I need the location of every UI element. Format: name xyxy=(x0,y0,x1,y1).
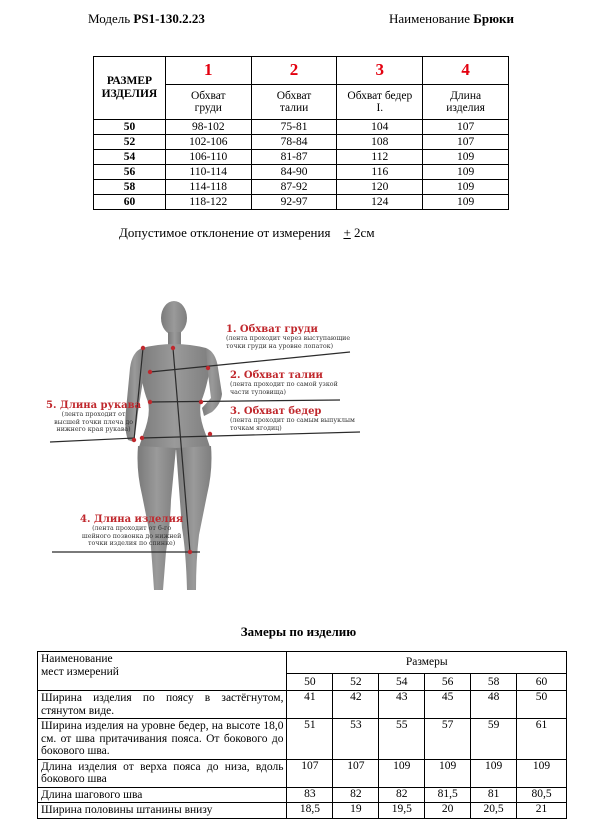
size-cell: 109 xyxy=(423,150,509,165)
measurement-row xyxy=(38,759,567,787)
measurement-value: 61 xyxy=(517,719,567,760)
measurement-value: 20,5 xyxy=(471,803,517,819)
size-value: 56 xyxy=(94,165,166,180)
size-header-cell: 56 xyxy=(425,673,471,690)
size-row xyxy=(94,150,509,165)
measurement-value: 48 xyxy=(471,691,517,719)
size-row xyxy=(94,180,509,195)
size-cell: 108 xyxy=(337,135,423,150)
size-header-cell: 58 xyxy=(471,673,517,690)
column-number: 4 xyxy=(423,57,509,85)
measurement-row xyxy=(38,691,567,719)
size-row xyxy=(94,165,509,180)
size-cell: 116 xyxy=(337,165,423,180)
tolerance-note xyxy=(119,225,375,241)
size-header-cell: 54 xyxy=(379,673,425,690)
size-cell: 87-92 xyxy=(251,180,337,195)
model-line xyxy=(88,11,205,27)
size-table-body xyxy=(94,120,509,210)
measurement-value: 109 xyxy=(471,759,517,787)
column-header-waist: Обхват талии xyxy=(251,85,337,120)
size-row xyxy=(94,195,509,210)
size-value: 54 xyxy=(94,150,166,165)
size-table-corner-header: РАЗМЕР ИЗДЕЛИЯ xyxy=(94,57,166,120)
tolerance-value: 2см xyxy=(354,225,375,240)
name-value: Брюки xyxy=(473,11,514,26)
measurement-value: 83 xyxy=(287,787,333,803)
measurement-row xyxy=(38,719,567,760)
annotation-waist: 2. Обхват талии (лента проходит по самой узкой части туловища) xyxy=(230,370,338,396)
column-header-chest: Обхват груди xyxy=(165,85,251,120)
size-cell: 107 xyxy=(423,135,509,150)
size-table-number-row xyxy=(94,57,509,85)
measurements-header-row xyxy=(38,652,567,674)
size-cell: 118-122 xyxy=(165,195,251,210)
name-label: Наименование xyxy=(389,11,470,26)
size-cell: 98-102 xyxy=(165,120,251,135)
size-row xyxy=(94,135,509,150)
column-number: 1 xyxy=(165,57,251,85)
measurement-value: 81 xyxy=(471,787,517,803)
column-number: 2 xyxy=(251,57,337,85)
size-cell: 112 xyxy=(337,150,423,165)
size-value: 58 xyxy=(94,180,166,195)
size-cell: 124 xyxy=(337,195,423,210)
measurement-value: 81,5 xyxy=(425,787,471,803)
measurements-name-header: Наименование мест измерений xyxy=(38,652,287,691)
model-label: Модель xyxy=(88,11,131,26)
column-number: 3 xyxy=(337,57,423,85)
measurement-value: 82 xyxy=(379,787,425,803)
annotation-length: 4. Длина изделия (лента проходит от 6-го шейного позвонка до нижней точки изделия по спинке) xyxy=(80,514,184,547)
column-header-hips: Обхват бедер I. xyxy=(337,85,423,120)
measurement-value: 21 xyxy=(517,803,567,819)
size-cell: 106-110 xyxy=(165,150,251,165)
size-cell: 120 xyxy=(337,180,423,195)
column-header-length: Длина изделия xyxy=(423,85,509,120)
measurement-value: 43 xyxy=(379,691,425,719)
model-value: PS1-130.2.23 xyxy=(133,11,205,26)
measurements-title: Замеры по изделию xyxy=(240,624,357,639)
measurement-value: 20 xyxy=(425,803,471,819)
measurement-value: 107 xyxy=(333,759,379,787)
measurement-value: 41 xyxy=(287,691,333,719)
measurement-value: 18,5 xyxy=(287,803,333,819)
measurement-value: 19,5 xyxy=(379,803,425,819)
measurements-body xyxy=(38,691,567,819)
size-header-cell: 50 xyxy=(287,673,333,690)
size-cell: 78-84 xyxy=(251,135,337,150)
measurement-label: Длина шагового шва xyxy=(38,787,287,803)
measurement-value: 42 xyxy=(333,691,379,719)
size-cell: 75-81 xyxy=(251,120,337,135)
measurement-label: Ширина изделия на уровне бедер, на высоте 18,0 см. от шва притачивания пояса. От бокового до бокового шва. xyxy=(38,719,287,760)
measurement-value: 19 xyxy=(333,803,379,819)
measurement-label: Ширина половины штанины внизу xyxy=(38,803,287,819)
measurement-value: 53 xyxy=(333,719,379,760)
size-cell: 102-106 xyxy=(165,135,251,150)
size-header-cell: 52 xyxy=(333,673,379,690)
tolerance-text: Допустимое отклонение от измерения xyxy=(119,225,331,240)
body-measurement-figure xyxy=(30,290,375,595)
size-cell: 104 xyxy=(337,120,423,135)
annotation-hips: 3. Обхват бедер (лента проходит по самым выпуклым точкам ягодиц) xyxy=(230,406,355,432)
measurement-value: 107 xyxy=(287,759,333,787)
size-cell: 81-87 xyxy=(251,150,337,165)
measurement-value: 45 xyxy=(425,691,471,719)
measurement-value: 109 xyxy=(425,759,471,787)
measurement-value: 80,5 xyxy=(517,787,567,803)
size-cell: 84-90 xyxy=(251,165,337,180)
measurement-value: 57 xyxy=(425,719,471,760)
size-cell: 110-114 xyxy=(165,165,251,180)
measurement-value: 51 xyxy=(287,719,333,760)
size-value: 60 xyxy=(94,195,166,210)
measurement-value: 109 xyxy=(517,759,567,787)
measurement-value: 109 xyxy=(379,759,425,787)
annotation-chest: 1. Обхват груди (лента проходит через выступающие точки груди на уровне лопаток) xyxy=(226,324,351,350)
measurement-value: 50 xyxy=(517,691,567,719)
measurement-value: 59 xyxy=(471,719,517,760)
size-table xyxy=(93,56,509,210)
size-cell: 109 xyxy=(423,195,509,210)
sleeve-line xyxy=(50,438,135,442)
measurement-label: Ширина изделия по поясу в застёгнутом, стянутом виде. xyxy=(38,691,287,719)
size-value: 50 xyxy=(94,120,166,135)
measurement-value: 55 xyxy=(379,719,425,760)
size-header-cell: 60 xyxy=(517,673,567,690)
measurement-row xyxy=(38,803,567,819)
measurements-sizes-header: Размеры xyxy=(287,652,567,674)
measurements-table xyxy=(37,651,567,819)
size-row xyxy=(94,120,509,135)
measurement-label: Длина изделия от верха пояса до низа, вдоль бокового шва xyxy=(38,759,287,787)
size-cell: 92-97 xyxy=(251,195,337,210)
measurement-row xyxy=(38,787,567,803)
size-cell: 114-118 xyxy=(165,180,251,195)
tolerance-plus-minus: + xyxy=(343,225,351,240)
size-cell: 109 xyxy=(423,165,509,180)
annotation-sleeve: 5. Длина рукава (лента проходит от высшей точки плеча до нижнего края рукава) xyxy=(46,400,142,433)
measurement-value: 82 xyxy=(333,787,379,803)
size-cell: 109 xyxy=(423,180,509,195)
product-name-line xyxy=(389,11,514,27)
size-value: 52 xyxy=(94,135,166,150)
size-cell: 107 xyxy=(423,120,509,135)
